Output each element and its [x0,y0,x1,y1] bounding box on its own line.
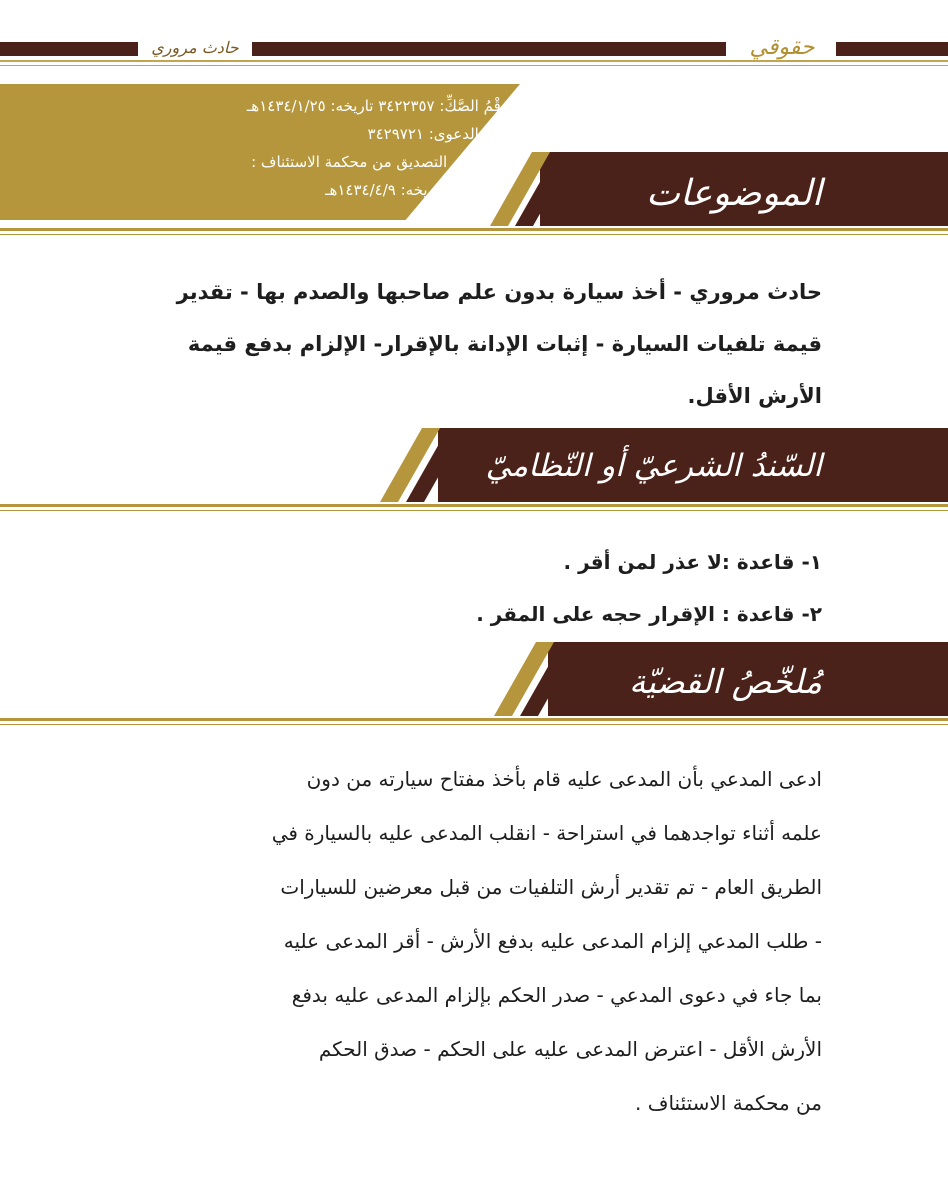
appeal-decision-number: ٣٤١٨٣٧٤٧تاريخه: ١٤٣٤/٤/٩هـ [325,181,508,199]
summary-line: الطريق العام - تم تقدير أرش التلفيات من قبل معرضين للسيارات [280,875,822,899]
header-bar-middle [252,42,726,56]
summary-line: - طلب المدعي إلزام المدعى عليه بدفع الأرش - أقر المدعى عليه [283,929,822,953]
topics-line: قيمة تلفيات السيارة - إثبات الإدانة بالإقرار- الإلزام بدفع قيمة [187,332,822,356]
header-bar-right [836,42,948,56]
summary-body [128,752,822,1130]
summary-line: علمه أثناء تواجدهما في استراحة - انقلب المدعى عليه بالسيارة في [271,821,822,845]
topics-title: الموضوعات [646,173,822,214]
topics-body [128,266,822,422]
case-info [120,92,508,204]
topics-line: حادث مروري - أخذ سيارة بدون علم صاحبها والصدم بها - تقدير [176,280,822,304]
topics-line: الأرش الأقل. [687,384,822,408]
summary-line: ادعى المدعي بأن المدعى عليه قام بأخذ مفتاح سيارته من دون [306,767,822,791]
basis-title: السّندُ الشرعيّ أو النّظاميّ [485,448,822,484]
summary-title: مُلخّصُ القضيّة [628,662,822,701]
basis-item: ٢- قاعدة : الإقرار حجه على المقر . [476,602,822,626]
summary-banner-line-thin [0,724,948,725]
appeal-decision-label: رقم قرار التصديق من محكمة الاستئناف : [251,153,508,171]
summary-banner-line [0,718,948,721]
topics-banner-line [0,228,948,231]
basis-list [300,536,822,640]
running-header-category: حادث مروري [151,38,239,57]
basis-banner-line-thin [0,510,948,511]
summary-line: الأرش الأقل - اعترض المدعى عليه على الحكم - صدق الحكم [318,1037,822,1061]
running-header-section: حقوقي [749,35,815,60]
summary-line: من محكمة الاستئناف . [635,1091,822,1115]
header-bar-left [0,42,138,56]
basis-item: ١- قاعدة :لا عذر لمن أقر . [563,550,822,574]
basis-banner-line [0,504,948,507]
topics-banner-line-thin [0,234,948,235]
lawsuit-number: رَقْمُ الدعوى: ٣٤٢٩٧٢١ [367,125,508,143]
deed-number: رَقْمُ الصَّكِّ: ٣٤٢٢٣٥٧ تاريخه: ١٤٣٤/١/٢٥هـ [246,97,508,115]
summary-line: بما جاء في دعوى المدعي - صدر الحكم بإلزام المدعى عليه بدفع [291,983,822,1007]
